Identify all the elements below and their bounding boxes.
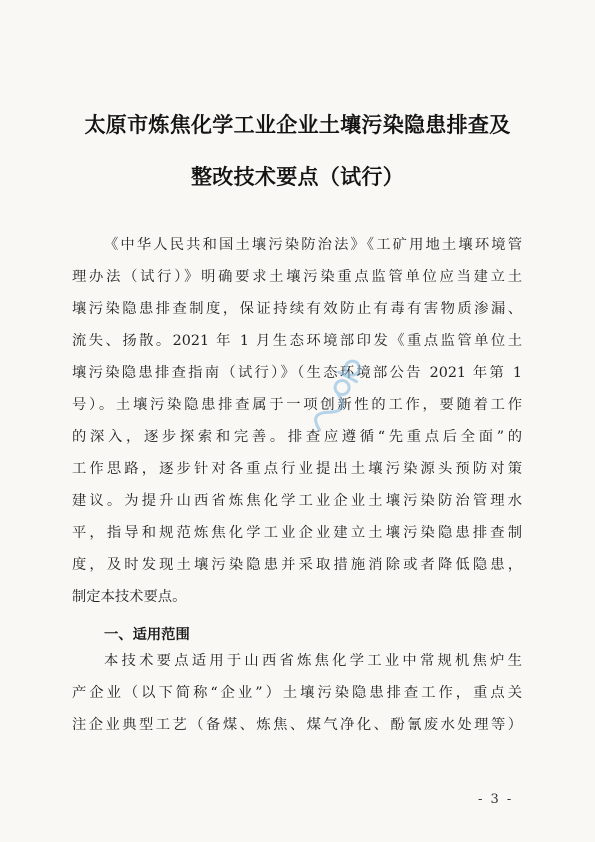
intro-paragraph-line: 工作思路，逐步针对各重点行业提出土壤污染源头预防对策: [72, 461, 522, 477]
intro-paragraph-line: 《中华人民共和国土壤污染防治法》《工矿用地土壤环境管: [104, 237, 522, 253]
intro-paragraph-line: 平，指导和规范炼焦化学工业企业建立土壤污染隐患排查制: [72, 525, 522, 541]
intro-paragraph-line: 度，及时发现土壤污染隐患并采取措施消除或者降低隐患，: [72, 557, 522, 573]
scope-paragraph-line: 产企业（以下简称“企业”）土壤污染隐患排查工作，重点关: [72, 685, 522, 701]
intro-paragraph-line: 制定本技术要点。: [72, 589, 187, 605]
document-title-line-1: 太原市炼焦化学工业企业土壤污染隐患排查及: [84, 112, 511, 137]
document-title-line-2: 整改技术要点（试行）: [191, 164, 404, 189]
scope-paragraph-line: 本技术要点适用于山西省炼焦化学工业中常规机焦炉生: [104, 653, 522, 669]
section-heading-scope: 一、适用范围: [104, 627, 190, 643]
watermark-stamp-icon: [291, 344, 381, 454]
page-number: - 3 -: [478, 792, 514, 807]
intro-paragraph-line: 壤污染隐患排查指南（试行）》（生态环境部公告 2021 年第 1: [72, 365, 522, 381]
intro-paragraph-line: 理办法（试行）》明确要求土壤污染重点监管单位应当建立土: [72, 269, 522, 285]
scope-paragraph-line: 注企业典型工艺（备煤、炼焦、煤气净化、酚氰废水处理等）: [72, 717, 522, 733]
intro-paragraph-line: 的深入，逐步探索和完善。排查应遵循“先重点后全面”的: [72, 429, 522, 445]
intro-paragraph-line: 建议。为提升山西省炼焦化学工业企业土壤污染防治管理水: [72, 493, 522, 509]
intro-paragraph-line: 壤污染隐患排查制度，保证持续有效防止有毒有害物质渗漏、: [72, 301, 522, 317]
intro-paragraph-line: 号）。土壤污染隐患排查属于一项创新性的工作，要随着工作: [72, 397, 522, 413]
intro-paragraph-line: 流失、扬散。2021 年 1 月生态环境部印发《重点监管单位土: [72, 333, 522, 349]
